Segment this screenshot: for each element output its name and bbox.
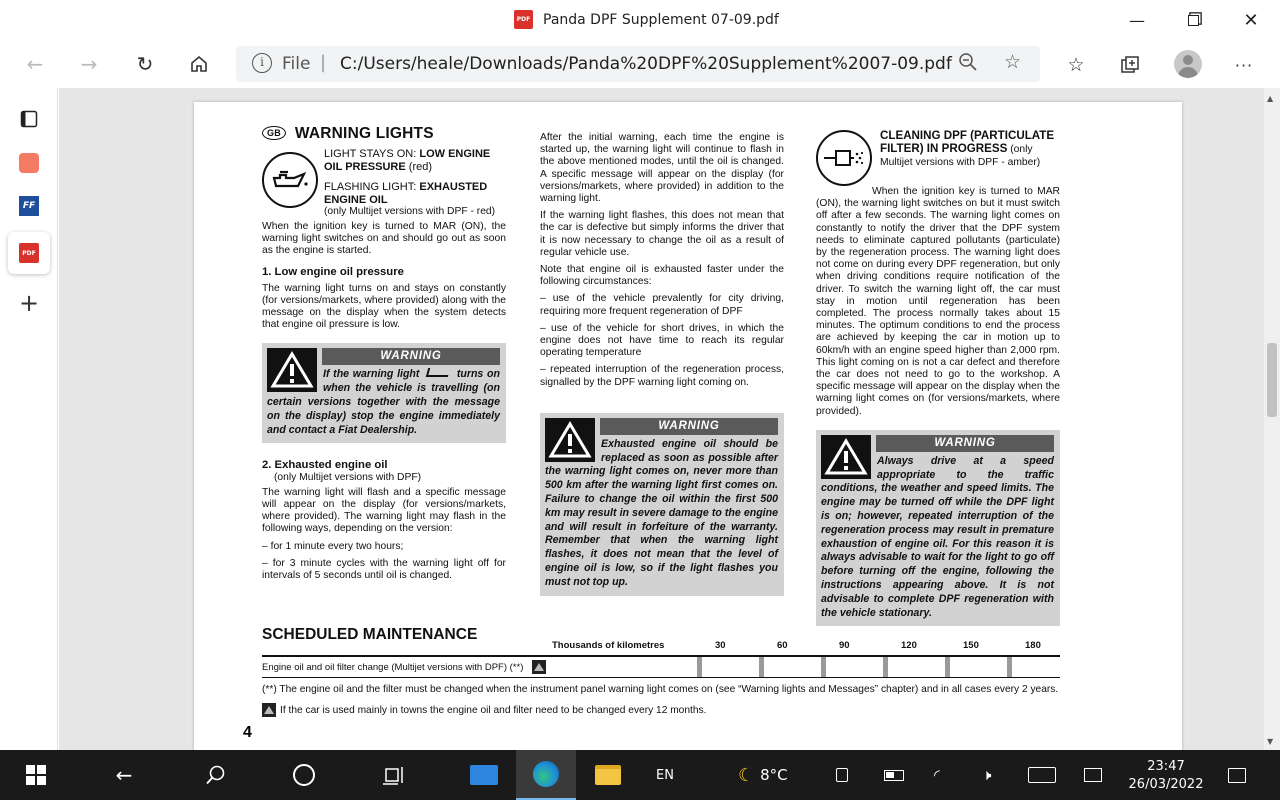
col2-paragraph-2: If the warning light flashes, this does not mean that the car is defective but simply informs the driver that it is now necessary to change the oil as a result of regular vehicle use. (540, 210, 784, 258)
add-favorite-icon[interactable]: ☆ (1004, 51, 1022, 73)
dpf-heading-note: (only Multijet versions with DPF - amber) (880, 143, 1041, 168)
warning-box-1-title: WARNING (322, 348, 500, 365)
window-title (514, 10, 779, 29)
search-button[interactable] (196, 750, 236, 800)
triangle-marker-icon (262, 703, 276, 717)
light-on-bold: LOW ENGINE OIL PRESSURE (324, 148, 491, 173)
address-bar[interactable] (236, 46, 1040, 82)
km-marker-bar (1007, 657, 1012, 677)
file-explorer-app[interactable] (586, 750, 630, 800)
clock-time: 23:47 (1147, 758, 1185, 774)
dpf-light-block (816, 130, 1060, 186)
keyboard-icon (1028, 767, 1056, 783)
ff-logo-icon: FF (19, 196, 39, 216)
warning-box-3 (816, 430, 1060, 627)
col2-paragraph-3: Note that engine oil is exhausted faster under the following circumstances: (540, 264, 784, 288)
camera-icon (836, 768, 848, 782)
favorites-button[interactable] (1062, 52, 1090, 78)
zoom-icon[interactable] (958, 52, 978, 77)
tab-actions-icon (20, 110, 38, 128)
sidebar (0, 88, 58, 750)
home-button[interactable] (184, 50, 214, 78)
mail-icon (470, 765, 498, 785)
weather-widget[interactable] (738, 750, 788, 800)
battery-button[interactable] (884, 750, 904, 800)
warning-box-2 (540, 413, 784, 596)
meet-now-button[interactable] (836, 750, 848, 800)
km-column-90: 90 (839, 640, 850, 651)
shopping-icon (19, 153, 39, 173)
light-on-suffix: (red) (405, 160, 432, 173)
task-view-icon (382, 764, 406, 786)
mail-app[interactable] (462, 750, 506, 800)
column-1 (262, 126, 506, 587)
home-icon (189, 54, 209, 74)
scrollbar-thumb[interactable] (1267, 343, 1277, 417)
favorites-icon: ☆ (1067, 54, 1085, 76)
edge-icon (533, 761, 559, 787)
heading-text: WARNING LIGHTS (294, 125, 434, 142)
col1-paragraph-3: The warning light will flash and a specific message will appear on the display (for versions/markets, where provided). The warning light may flash in the following ways, depending on the version: (262, 486, 506, 535)
title-bar (0, 0, 1280, 40)
file-label: File (282, 54, 311, 74)
column-3 (816, 130, 1060, 626)
refresh-button[interactable] (130, 50, 160, 78)
col2-bullet-2: – use of the vehicle for short drives, in which the engine does not have time to reach its regular operating temperature (540, 322, 784, 359)
sidebar-tab-2[interactable] (14, 191, 44, 221)
collections-icon (1120, 55, 1140, 75)
warning-triangle-icon (545, 418, 595, 462)
sidebar-tab-pdf-active[interactable] (8, 232, 50, 274)
pdf-viewer[interactable] (59, 88, 1280, 750)
km-label: Thousands of kilometres (552, 640, 665, 651)
collections-button[interactable] (1116, 52, 1144, 78)
dpf-heading: CLEANING DPF (PARTICULATE FILTER) IN PROGRESS (880, 129, 1055, 155)
oil-can-inline-icon (426, 368, 450, 377)
km-column-60: 60 (777, 640, 788, 651)
col1-bullet-1: – for 1 minute every two hours; (262, 540, 404, 552)
action-pen-button[interactable] (1084, 750, 1102, 800)
warning-box-2-title: WARNING (600, 418, 778, 435)
cortana-icon (293, 764, 315, 786)
section-low-oil-pressure: 1. Low engine oil pressure (262, 266, 404, 279)
wifi-icon: ◜ (934, 766, 940, 784)
language-badge: GB (262, 126, 286, 140)
notification-button[interactable] (1228, 750, 1246, 800)
flash-prefix: FLASHING LIGHT: (324, 181, 420, 194)
col1-bullet-2: – for 3 minute cycles with the warning light off for intervals of 5 seconds until oil is changed. (262, 557, 506, 581)
plus-icon: + (18, 289, 40, 317)
vertical-scrollbar[interactable] (1264, 88, 1280, 750)
warning-3-text: Always drive at a speed appropriate to the traffic conditions, the weather and speed limits. The engine may be turned off while the DPF light is on; however, repeated interruption of the regeneration process may result in premature exhaustion of engine oil. For this reason it is always advisable to wait for the light to go off before turning off the engine, following the instructions appearing above. It is not advisable to complete DPF regeneration with the vehicle stationary. (821, 454, 1054, 619)
minimize-button[interactable] (1122, 8, 1152, 32)
moon-icon: ☾ (738, 764, 755, 786)
pdf-file-icon: PDF (514, 10, 533, 29)
clock[interactable] (1126, 750, 1206, 800)
warning-box-1 (262, 343, 506, 443)
more-icon: ··· (1234, 55, 1254, 75)
km-column-180: 180 (1025, 640, 1041, 651)
sidebar-tab-1[interactable] (14, 148, 44, 178)
warning-lights-heading (262, 126, 506, 140)
km-marker-bar (697, 657, 702, 677)
km-column-30: 30 (715, 640, 726, 651)
language-indicator[interactable]: EN (656, 767, 674, 783)
task-view-button[interactable] (374, 750, 414, 800)
flash-bold: EXHAUSTED ENGINE OIL (324, 181, 488, 206)
search-icon (205, 764, 227, 786)
warning-1-text-a: If the warning light (323, 368, 420, 381)
warning-box-3-title: WARNING (876, 435, 1054, 452)
page-number: 4 (243, 724, 252, 741)
col2-paragraph-1: After the initial warning, each time the engine is started up, the warning light will continue to flash in the above mentioned modes, until the oil is changed. A specific message will appear on the display (for versions/markets, where provided) in addition to the warning light. (540, 132, 784, 205)
taskbar (0, 750, 1280, 800)
pdf-page (194, 102, 1182, 750)
url-text[interactable]: C:/Users/heale/Downloads/Panda%20DPF%20Supplement%2007-09.pdf (340, 54, 952, 74)
dpf-filter-icon (816, 130, 872, 186)
forward-arrow-icon: → (80, 52, 98, 76)
column-2 (540, 132, 784, 596)
touch-keyboard-button[interactable] (1028, 750, 1056, 800)
km-column-120: 120 (901, 640, 917, 651)
maintenance-row (262, 657, 1060, 677)
col3-paragraph-1: When the ignition key is turned to MAR (ON), the warning light switches on but it must switch off after a few seconds. The warning light comes on constantly to notify the driver that the DPF system needs to eliminate captured pollutants (particulate) by the regeneration process. The warning light does not come on during every DPF regeneration, but only when driving conditions require notification of the driver. To switch the warning light off, the car must stay in motion until regeneration has been completed. The process normally takes about 15 minutes. The optimum conditions to end the process are achieved by keeping the car in motion up to 60km/h with an engine speed higher than 2,000 rpm. This light coming on is not a car defect and therefore the car does not need to go to the workshop. A specific message will appear on the display when the warning light comes on (for versions/markets, where provided). (816, 186, 1060, 417)
section-exhausted-oil-note: (only Multijet versions with DPF) (274, 471, 422, 483)
desktop-icon (1084, 768, 1102, 782)
light-on-prefix: LIGHT STAYS ON: (324, 148, 420, 161)
restore-icon (1188, 15, 1199, 26)
warning-2-text: Exhausted engine oil should be replaced as soon as possible after the warning light comes on, never more than 500 km after the warning light first comes on. Failure to change the oil within the first 500 km may result in severe damage to the engine and will result in forfeiture of the warranty. Remember that when the warning light flashes, it does not mean that the level of engine oil is low, so if the light flashes you must not top up. (545, 437, 778, 588)
oil-light-block (262, 148, 506, 219)
start-button[interactable] (16, 750, 56, 800)
profile-avatar[interactable] (1174, 50, 1202, 78)
address-separator: | (320, 52, 327, 73)
triangle-marker-icon (532, 660, 546, 674)
scroll-up-icon[interactable]: ▲ (1267, 94, 1274, 103)
battery-icon (884, 770, 904, 781)
refresh-icon: ↻ (136, 52, 154, 76)
network-button[interactable] (934, 750, 940, 800)
scroll-down-icon[interactable]: ▼ (1267, 737, 1274, 746)
maximize-button[interactable] (1178, 8, 1208, 32)
back-button[interactable] (20, 50, 50, 78)
minimize-icon: — (1129, 10, 1145, 30)
clock-date: 26/03/2022 (1128, 776, 1204, 792)
maintenance-row-label: Engine oil and oil filter change (Multijet versions with DPF) (**) (262, 662, 524, 673)
warning-triangle-icon (821, 435, 871, 479)
oil-can-icon (262, 152, 318, 208)
km-marker-bar (821, 657, 826, 677)
warning-1-text-b: turns on when the vehicle is travelling (on certain versions together with the message on the display) stop the engine immediately and contact a Fiat Dealership. (267, 368, 500, 436)
edge-app-active[interactable] (516, 750, 576, 800)
back-arrow-icon: ← (115, 763, 133, 787)
info-icon[interactable]: i (252, 53, 272, 73)
section-exhausted-oil: 2. Exhausted engine oil (262, 459, 388, 472)
volume-button[interactable] (982, 750, 991, 800)
new-tab-button[interactable] (14, 288, 44, 318)
notification-icon (1228, 768, 1246, 783)
folder-icon (595, 765, 621, 785)
browser-toolbar (0, 40, 1280, 88)
back-task-button[interactable] (104, 750, 144, 800)
col1-paragraph-2: The warning light turns on and stays on constantly (for versions/markets, where provided) along with the message on the display when the system detects that engine oil pressure is low. (262, 282, 506, 331)
back-arrow-icon: ← (26, 52, 44, 76)
window-title-text: Panda DPF Supplement 07-09.pdf (543, 11, 779, 28)
km-marker-bar (759, 657, 764, 677)
forward-button[interactable] (74, 50, 104, 78)
speaker-icon: 🕨 (982, 766, 992, 784)
col1-paragraph-1: When the ignition key is turned to MAR (ON), the warning light switches on and should go out as soon as the engine is started. (262, 220, 506, 257)
cortana-button[interactable] (284, 750, 324, 800)
tab-actions-button[interactable] (14, 104, 44, 134)
maintenance-heading: SCHEDULED MAINTENANCE (262, 626, 478, 643)
col2-bullet-3: – repeated interruption of the regeneration process, signalled by the DPF warning light coming on. (540, 364, 784, 388)
flash-note: (only Multijet versions with DPF - red) (324, 206, 496, 218)
maintenance-table (262, 638, 1060, 717)
maintenance-note-2: If the car is used mainly in towns the engine oil and filter need to be changed every 12 months. (280, 704, 707, 716)
km-marker-bar (945, 657, 950, 677)
pdf-tab-icon: PDF (19, 243, 39, 263)
maintenance-note-1: (**) The engine oil and the filter must be changed when the instrument panel warning light comes on (see “Warning lights and Messages” chapter) and in all cases every 2 years. (262, 684, 1059, 695)
warning-triangle-icon (267, 348, 317, 392)
km-marker-bar (883, 657, 888, 677)
settings-menu-button[interactable] (1230, 52, 1258, 78)
windows-logo-icon (25, 764, 47, 786)
col2-bullet-1: – use of the vehicle prevalently for city driving, requiring more frequent regeneration of DPF (540, 293, 784, 317)
close-icon: ✕ (1243, 9, 1259, 31)
close-button[interactable] (1236, 8, 1266, 32)
temperature: 8°C (760, 766, 788, 784)
km-column-150: 150 (963, 640, 979, 651)
